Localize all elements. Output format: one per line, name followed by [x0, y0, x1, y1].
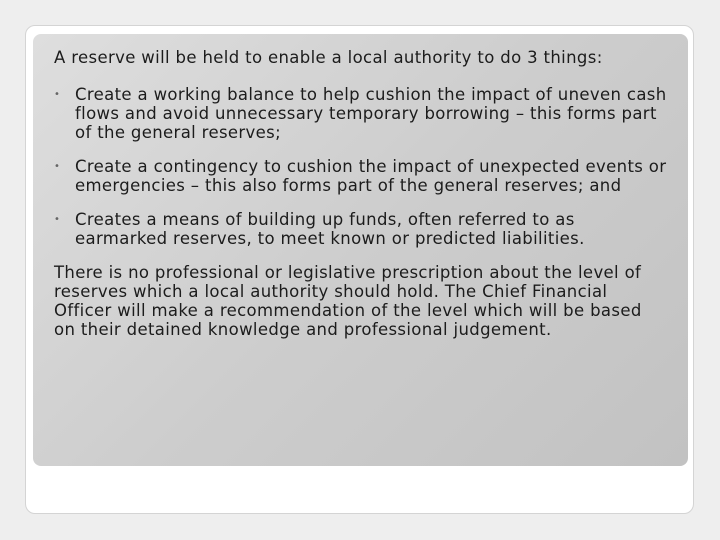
list-item — [54, 85, 668, 142]
bullet-list — [54, 85, 668, 248]
bullet-icon: • — [54, 161, 61, 172]
closing-text: There is no professional or legislative prescription about the level of reserves which a local authority should hold. The Chief Financial Officer will make a recommendation of the level which will be based on their detained knowledge and professional judgement. — [54, 263, 642, 339]
content-panel — [33, 34, 688, 466]
bullet-text: Create a contingency to cushion the impact of unexpected events or emergencies – this also forms part of the general reserves; and — [75, 157, 667, 195]
list-item — [54, 157, 668, 195]
list-item — [54, 210, 668, 248]
bullet-text: Create a working balance to help cushion the impact of uneven cash flows and avoid unnecessary temporary borrowing – this forms part of the general reserves; — [75, 85, 667, 142]
intro-text: A reserve will be held to enable a local authority to do 3 things: — [54, 48, 603, 67]
bullet-icon: • — [54, 214, 61, 225]
bullet-text: Creates a means of building up funds, often referred to as earmarked reserves, to meet known or predicted liabilities. — [75, 210, 585, 248]
bullet-icon: • — [54, 89, 61, 100]
